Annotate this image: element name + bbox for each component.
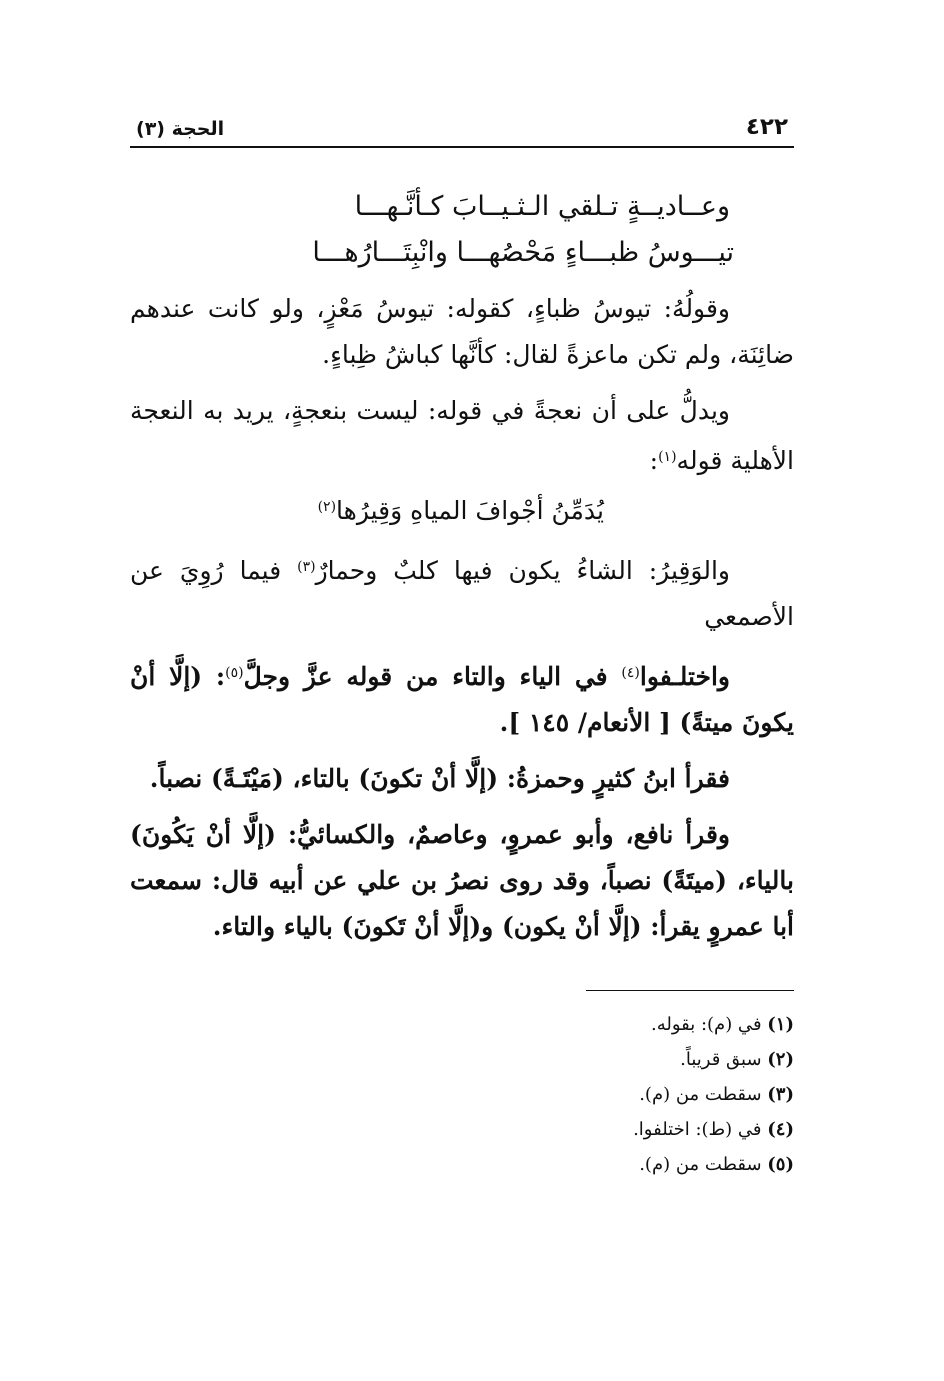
footnote-number: (٢) xyxy=(767,1049,794,1070)
paragraph-2-text: ويدلُّ على أن نعجةً في قوله: ليست بنعجةٍ، يريد به النعجة الأهلية قوله xyxy=(130,396,794,475)
footnote-ref-3: (٣) xyxy=(297,559,316,575)
footnote-number: (٣) xyxy=(767,1084,794,1105)
paragraph-4-end: : (إلَّا أنْ يكونَ ميتةً) [ الأنعام/ ١٤٥ ]. xyxy=(130,662,794,737)
footnote-ref-2: (٢) xyxy=(317,499,337,515)
footnote-item xyxy=(130,1147,794,1182)
footnote-text: في (م): بقوله. xyxy=(650,1014,768,1035)
verse-line-2: تيـــوسُ ظبـــاءٍ مَحْصُهـــا وانْبِتَـــارُهـــا xyxy=(312,237,734,268)
quoted-verse-text: يُدَمِّنُ أجْوافَ المياهِ وَقِيرُها xyxy=(336,496,604,525)
paragraph-4-start: واختلـفوا xyxy=(639,662,730,691)
footnote-ref-5: (٥) xyxy=(225,665,244,681)
paragraph-2-colon: : xyxy=(649,446,659,475)
paragraph-2 xyxy=(130,388,794,484)
book-title: الحجة (٣) xyxy=(136,118,225,140)
footnote-number: (١) xyxy=(767,1014,794,1035)
paragraph-3 xyxy=(130,544,794,640)
paragraph-1: وقولُهُ: تيوسُ ظباءٍ، كقوله: تيوسُ مَعْزٍ، ولو كانت عندهم ضائِنَة، ولم تكن ماعزةً لقال: كأنَّها كباشُ ظِباءٍ. xyxy=(130,294,794,369)
footnote-text: سبق قريباً. xyxy=(680,1049,768,1070)
footnote-ref-4: (٤) xyxy=(621,665,640,681)
poetry-verse xyxy=(130,184,794,276)
paragraph-3-rest: فيما رُوِيَ عن الأصمعي xyxy=(130,556,794,631)
running-header xyxy=(130,112,794,148)
footnote-ref-1: (١) xyxy=(658,449,677,465)
footnote-item xyxy=(130,1077,794,1112)
footnote-text: سقطت من (م). xyxy=(639,1084,768,1105)
page-number: ٤٢٢ xyxy=(745,114,788,140)
footnote-item xyxy=(130,1112,794,1147)
footnote-divider xyxy=(586,990,794,991)
footnote-number: (٥) xyxy=(767,1154,794,1175)
paragraph-4 xyxy=(130,650,794,746)
footnote-text: في (ط): اختلفوا. xyxy=(633,1119,768,1140)
verse-line-1: وعــاديــةٍ تـلقي الـثـيــابَ كـأنَّـهـــا xyxy=(354,191,730,222)
paragraph-3-text: والوَقِيرُ: الشاءُ يكون فيها كلبٌ وحمارٌ xyxy=(315,556,730,585)
footnotes-list xyxy=(130,1007,794,1182)
quoted-verse xyxy=(130,484,794,534)
footnote-item xyxy=(130,1042,794,1077)
footnote-item xyxy=(130,1007,794,1042)
footnote-text: سقطت من (م). xyxy=(639,1154,768,1175)
footnote-number: (٤) xyxy=(767,1119,794,1140)
book-page xyxy=(130,112,794,1312)
paragraph-5: فقرأ ابنُ كثيرٍ وحمزةُ: (إلَّا أنْ تكونَ) بالتاء، (مَيْتَـةً) نصباً. xyxy=(149,764,730,793)
paragraph-6: وقرأ نافع، وأبو عمروٍ، وعاصمٌ، والكسائيُّ: (إلَّا أنْ يَكُونَ) بالياء، (ميتَةً) نصباً، وقد روى نصرُ بن علي عن أبيه قال: سمعت أبا عمروٍ يقرأ: (إلَّا أنْ يكون) و(إلَّا أنْ تَكونَ) بالياء والتاء. xyxy=(130,820,794,941)
paragraph-4-middle: في الياء والتاء من قوله عزَّ وجلَّ xyxy=(243,662,622,691)
